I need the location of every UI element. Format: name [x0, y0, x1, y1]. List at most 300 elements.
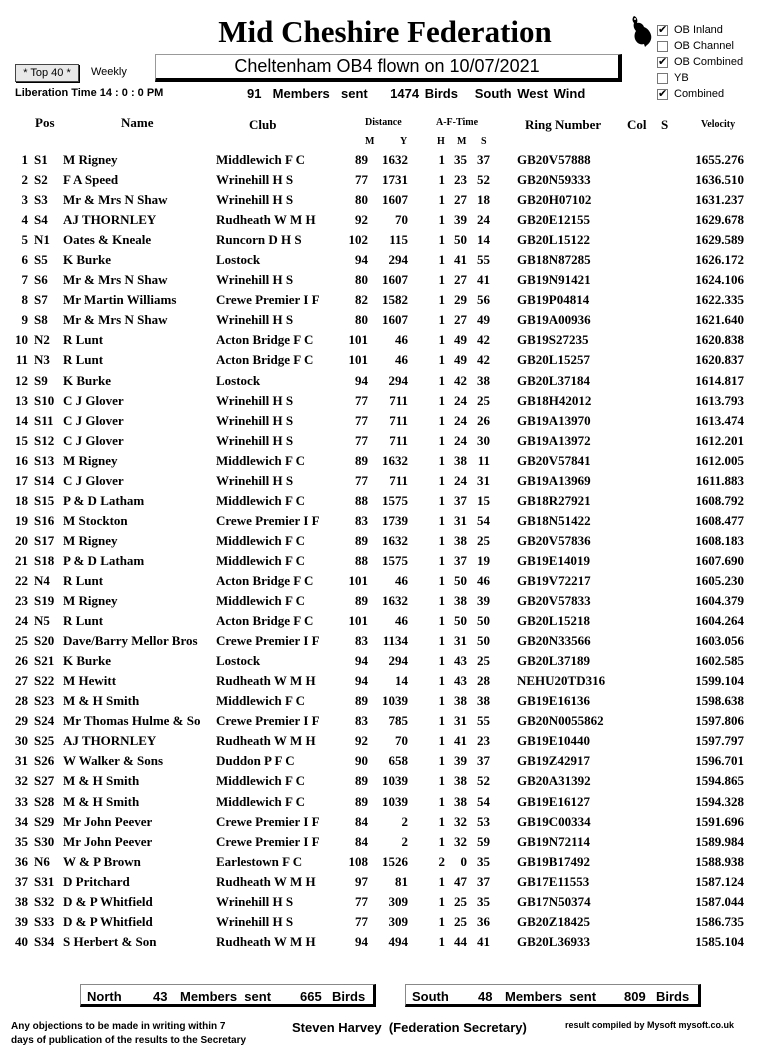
row-time-hours: 1: [438, 332, 445, 348]
checkbox-ob-inland[interactable]: [657, 25, 668, 36]
row-distance-yards: 711: [389, 432, 408, 448]
row-distance-miles: 89: [355, 593, 368, 609]
row-position: 3: [21, 192, 28, 208]
row-position: 21: [15, 552, 28, 568]
north-label: North: [87, 989, 122, 1004]
table-row: [0, 210, 771, 230]
row-distance-yards: 711: [389, 472, 408, 488]
row-club: Crewe Premier I F: [216, 713, 320, 729]
option-ob-combined[interactable]: [657, 54, 743, 70]
row-name: C J Glover: [63, 392, 124, 408]
row-position: 37: [15, 873, 28, 889]
row-time-hours: 1: [438, 693, 445, 709]
row-position: 17: [15, 472, 28, 488]
row-club: Middlewich F C: [216, 152, 306, 167]
row-time-minutes: 50: [454, 613, 467, 629]
row-time-minutes: 25: [454, 893, 467, 909]
row-ring-number: GB20L15257: [517, 352, 590, 368]
row-club: Crewe Premier I F: [216, 833, 320, 849]
row-time-hours: 2: [438, 853, 445, 869]
row-ring-number: GB19A13972: [517, 432, 591, 448]
option-combined[interactable]: [657, 86, 743, 102]
row-time-minutes: 39: [454, 753, 467, 769]
row-ring-number: GB19N72114: [517, 833, 590, 849]
row-name: Dave/Barry Mellor Bros: [63, 633, 198, 649]
row-time-seconds: 52: [477, 172, 490, 188]
race-options: [657, 22, 743, 102]
row-club: Crewe Premier I F: [216, 512, 320, 528]
table-row: [0, 651, 771, 671]
row-time-minutes: 50: [454, 232, 467, 248]
row-section: S32: [34, 893, 55, 909]
row-time-hours: 1: [438, 292, 445, 308]
row-time-minutes: 31: [454, 633, 467, 649]
row-distance-yards: 1632: [382, 593, 408, 609]
table-row: [0, 250, 771, 270]
col-header-seconds: S: [481, 136, 487, 147]
row-time-minutes: 29: [454, 292, 467, 308]
row-distance-miles: 94: [355, 252, 368, 268]
row-time-minutes: 38: [454, 532, 467, 548]
row-position: 33: [15, 793, 28, 809]
row-name: R Lunt: [63, 572, 104, 588]
row-section: S21: [34, 653, 55, 669]
row-distance-miles: 89: [355, 693, 368, 709]
row-time-seconds: 46: [477, 572, 490, 588]
row-distance-miles: 77: [355, 432, 368, 448]
row-section: N2: [34, 332, 50, 348]
row-time-seconds: 39: [477, 593, 490, 609]
row-ring-number: GB19A00936: [517, 312, 591, 328]
north-birds: 665: [300, 989, 322, 1004]
row-position: 7: [21, 272, 28, 288]
row-time-hours: 1: [438, 753, 445, 769]
row-time-hours: 1: [438, 833, 445, 849]
row-club: Acton Bridge F C: [216, 332, 314, 348]
row-time-hours: 1: [438, 633, 445, 649]
row-name: M Rigney: [63, 532, 118, 548]
row-section: S11: [34, 412, 54, 428]
row-club: Middlewich F C: [216, 492, 306, 508]
row-club: Crewe Premier I F: [216, 813, 320, 829]
table-row: [0, 411, 771, 431]
row-time-hours: 1: [438, 593, 445, 609]
row-distance-yards: 309: [388, 893, 408, 909]
row-time-minutes: 27: [454, 192, 467, 208]
north-birds-label: Birds: [332, 989, 366, 1004]
row-distance-miles: 80: [355, 312, 368, 328]
row-section: S28: [34, 793, 55, 809]
col-header-name: Name: [121, 115, 154, 130]
row-velocity: 1602.585: [695, 653, 744, 669]
row-ring-number: GB20L37189: [517, 653, 590, 669]
row-section: S29: [34, 813, 55, 829]
row-section: N4: [34, 572, 50, 588]
row-time-minutes: 49: [454, 332, 467, 348]
row-velocity: 1613.474: [695, 412, 744, 428]
row-velocity: 1598.638: [695, 693, 744, 709]
weekly-label: Weekly: [91, 66, 127, 78]
option-yb[interactable]: [657, 70, 743, 86]
row-time-minutes: 24: [454, 472, 467, 488]
row-time-hours: 1: [438, 432, 445, 448]
row-name: Mr John Peever: [63, 833, 153, 849]
table-row: [0, 691, 771, 711]
row-section: S17: [34, 532, 55, 548]
table-row: [0, 270, 771, 290]
row-time-seconds: 25: [477, 653, 490, 669]
row-time-seconds: 38: [477, 372, 490, 388]
row-name: Mr & Mrs N Shaw: [63, 272, 168, 288]
row-distance-miles: 108: [348, 853, 368, 869]
row-club: Acton Bridge F C: [216, 572, 314, 588]
row-ring-number: GB19E16136: [517, 693, 590, 709]
row-ring-number: GB18R27921: [517, 492, 591, 508]
row-ring-number: GB19P04814: [517, 292, 590, 308]
row-time-minutes: 41: [454, 733, 467, 749]
row-time-seconds: 35: [477, 893, 490, 909]
row-club: Middlewich F C: [216, 452, 306, 468]
col-header-distance: Distance: [365, 117, 402, 128]
col-header-dist-y: Y: [400, 136, 408, 147]
row-time-minutes: 38: [454, 793, 467, 809]
row-distance-yards: 81: [395, 873, 408, 889]
row-club: Runcorn D H S: [216, 232, 302, 248]
row-time-seconds: 55: [477, 252, 490, 268]
row-name: C J Glover: [63, 432, 124, 448]
row-velocity: 1622.335: [695, 292, 744, 308]
row-ring-number: GB20H07102: [517, 192, 592, 208]
row-section: S23: [34, 693, 55, 709]
row-position: 30: [15, 733, 28, 749]
table-row: [0, 371, 771, 391]
row-section: S13: [34, 452, 55, 468]
row-time-hours: 1: [438, 452, 445, 468]
row-name: M & H Smith: [63, 693, 140, 709]
row-name: D Pritchard: [63, 873, 130, 889]
row-position: 8: [21, 292, 28, 308]
row-name: M Rigney: [63, 593, 118, 609]
row-velocity: 1624.106: [695, 272, 744, 288]
checkbox-ob-channel[interactable]: [657, 41, 668, 52]
table-row: [0, 451, 771, 471]
secretary-name: Steven Harvey (Federation Secretary): [292, 1020, 527, 1035]
row-section: S5: [34, 252, 48, 268]
row-distance-yards: 1526: [382, 853, 408, 869]
row-distance-yards: 1632: [382, 452, 408, 468]
row-velocity: 1607.690: [695, 552, 744, 568]
row-distance-miles: 94: [355, 372, 368, 388]
row-name: W & P Brown: [63, 853, 141, 869]
row-time-seconds: 28: [477, 673, 490, 689]
row-time-hours: 1: [438, 212, 445, 228]
row-ring-number: GB19S27235: [517, 332, 589, 348]
south-birds: 809: [624, 989, 646, 1004]
row-name: K Burke: [63, 372, 112, 388]
row-distance-yards: 115: [389, 232, 408, 248]
row-velocity: 1599.104: [695, 673, 744, 689]
row-club: Acton Bridge F C: [216, 613, 314, 629]
row-time-seconds: 36: [477, 913, 490, 929]
row-ring-number: GB19A13970: [517, 412, 591, 428]
row-time-hours: 1: [438, 392, 445, 408]
row-time-hours: 1: [438, 412, 445, 428]
table-row: [0, 571, 771, 591]
row-name: Oates & Kneale: [63, 232, 152, 248]
row-ring-number: GB19Z42917: [517, 753, 590, 769]
row-name: S Herbert & Son: [63, 933, 157, 949]
north-members: 43: [153, 989, 168, 1004]
row-position: 23: [15, 593, 28, 609]
row-name: D & P Whitfield: [63, 893, 153, 909]
south-birds-label: Birds: [656, 989, 690, 1004]
row-position: 39: [15, 913, 28, 929]
option-ob-inland[interactable]: [657, 22, 743, 38]
row-time-minutes: 44: [454, 933, 467, 949]
checkbox-combined[interactable]: [657, 89, 668, 100]
row-name: Mr Martin Williams: [63, 292, 177, 308]
table-row: [0, 932, 771, 952]
table-row: [0, 792, 771, 812]
row-time-seconds: 52: [477, 773, 490, 789]
row-velocity: 1608.792: [695, 492, 744, 508]
row-time-seconds: 25: [477, 532, 490, 548]
row-distance-yards: 1607: [382, 192, 408, 208]
row-section: S15: [34, 492, 55, 508]
row-ring-number: GB20A31392: [517, 773, 591, 789]
south-members-label: Members sent: [505, 989, 597, 1004]
row-club: Wrinehill H S: [216, 272, 294, 288]
row-distance-miles: 94: [355, 653, 368, 669]
row-distance-miles: 77: [355, 913, 368, 929]
row-section: S6: [34, 272, 48, 288]
row-time-seconds: 30: [477, 432, 490, 448]
row-distance-yards: 294: [388, 252, 408, 268]
row-position: 36: [15, 853, 28, 869]
row-name: Mr Thomas Hulme & So: [63, 713, 201, 729]
row-section: N1: [34, 232, 50, 248]
row-club: Wrinehill H S: [216, 893, 294, 909]
row-name: F A Speed: [63, 172, 119, 188]
row-distance-miles: 101: [348, 613, 368, 629]
col-header-pos: Pos: [35, 115, 55, 130]
row-time-seconds: 53: [477, 813, 490, 829]
row-section: S34: [34, 933, 55, 949]
row-velocity: 1603.056: [695, 633, 744, 649]
page-title: Mid Cheshire Federation: [218, 14, 552, 49]
pigeon-logo-icon: [628, 14, 654, 48]
row-name: Mr & Mrs N Shaw: [63, 312, 168, 328]
row-position: 28: [15, 693, 28, 709]
table-row: [0, 330, 771, 350]
row-velocity: 1586.735: [695, 913, 744, 929]
col-header-club: Club: [249, 117, 277, 132]
row-time-hours: 1: [438, 472, 445, 488]
row-velocity: 1588.938: [695, 853, 744, 869]
row-distance-yards: 711: [389, 412, 408, 428]
row-name: K Burke: [63, 252, 112, 268]
col-header-minutes: M: [457, 136, 467, 147]
option-ob-channel[interactable]: [657, 38, 743, 54]
row-time-minutes: 49: [454, 352, 467, 368]
south-label: South: [412, 989, 449, 1004]
table-row: [0, 812, 771, 832]
col-header-aftime: A-F-Time: [436, 117, 479, 128]
table-row: [0, 150, 771, 170]
row-time-hours: 1: [438, 352, 445, 368]
row-time-hours: 1: [438, 172, 445, 188]
row-ring-number: GB17N50374: [517, 893, 591, 909]
row-time-minutes: 41: [454, 252, 467, 268]
row-position: 16: [15, 452, 28, 468]
row-velocity: 1612.201: [695, 432, 744, 448]
row-position: 13: [15, 392, 28, 408]
row-position: 15: [15, 432, 28, 448]
row-velocity: 1620.838: [695, 332, 744, 348]
row-time-hours: 1: [438, 933, 445, 949]
row-time-hours: 1: [438, 272, 445, 288]
row-velocity: 1597.797: [695, 733, 744, 749]
row-distance-yards: 309: [388, 913, 408, 929]
row-time-minutes: 38: [454, 693, 467, 709]
row-time-seconds: 54: [477, 793, 490, 809]
row-distance-miles: 83: [355, 713, 368, 729]
row-section: S12: [34, 432, 55, 448]
row-section: N5: [34, 613, 50, 629]
row-time-hours: 1: [438, 673, 445, 689]
row-ring-number: GB20L36933: [517, 933, 590, 949]
row-velocity: 1620.837: [695, 352, 744, 368]
row-time-minutes: 38: [454, 773, 467, 789]
table-row: [0, 551, 771, 571]
row-ring-number: GB20V57833: [517, 593, 591, 609]
south-summary: [405, 984, 701, 1007]
top40-badge: * Top 40 *: [15, 64, 79, 82]
row-distance-miles: 88: [355, 492, 368, 508]
row-distance-miles: 84: [355, 813, 368, 829]
row-name: C J Glover: [63, 412, 124, 428]
row-time-seconds: 59: [477, 833, 490, 849]
row-position: 4: [21, 212, 28, 228]
col-header-velocity: Velocity: [701, 119, 736, 130]
row-name: P & D Latham: [63, 552, 145, 568]
table-row: [0, 491, 771, 511]
row-position: 10: [15, 332, 28, 348]
row-time-minutes: 37: [454, 552, 467, 568]
row-position: 2: [21, 172, 28, 188]
row-ring-number: GB19E16127: [517, 793, 590, 809]
checkbox-ob-combined[interactable]: [657, 57, 668, 68]
row-position: 22: [15, 572, 28, 588]
row-section: S31: [34, 873, 55, 889]
row-distance-yards: 46: [395, 572, 408, 588]
col-header-col: Col: [627, 117, 647, 132]
row-club: Earlestown F C: [216, 853, 303, 869]
row-time-minutes: 43: [454, 673, 467, 689]
row-position: 12: [15, 372, 28, 388]
objections-notice: [11, 1020, 246, 1048]
row-time-hours: 1: [438, 372, 445, 388]
row-section: S9: [34, 372, 48, 388]
row-time-hours: 1: [438, 653, 445, 669]
row-distance-yards: 1632: [382, 152, 408, 167]
row-ring-number: GB20L15122: [517, 232, 590, 248]
row-distance-yards: 711: [389, 392, 408, 408]
row-club: Rudheath W M H: [216, 733, 316, 749]
row-section: S3: [34, 192, 48, 208]
row-name: R Lunt: [63, 613, 104, 629]
row-name: AJ THORNLEY: [63, 212, 157, 228]
row-position: 6: [21, 252, 28, 268]
row-time-minutes: 24: [454, 432, 467, 448]
table-row: [0, 711, 771, 731]
row-velocity: 1608.183: [695, 532, 744, 548]
objections-line: Any objections to be made in writing within 7: [11, 1021, 226, 1032]
row-time-seconds: 42: [477, 332, 490, 348]
row-time-seconds: 19: [477, 552, 490, 568]
row-time-hours: 1: [438, 552, 445, 568]
row-club: Wrinehill H S: [216, 472, 294, 488]
row-ring-number: GB20Z18425: [517, 913, 590, 929]
table-row: [0, 531, 771, 551]
checkbox-yb[interactable]: [657, 73, 668, 84]
row-time-hours: 1: [438, 532, 445, 548]
row-distance-yards: 46: [395, 613, 408, 629]
row-position: 27: [15, 673, 28, 689]
row-time-seconds: 55: [477, 713, 490, 729]
row-distance-miles: 77: [355, 893, 368, 909]
row-time-hours: 1: [438, 312, 445, 328]
row-time-hours: 1: [438, 492, 445, 508]
row-time-minutes: 38: [454, 593, 467, 609]
row-distance-yards: 1039: [382, 693, 408, 709]
row-time-minutes: 24: [454, 392, 467, 408]
row-distance-miles: 88: [355, 552, 368, 568]
row-time-minutes: 32: [454, 813, 467, 829]
liberation-time: Liberation Time 14 : 0 : 0 PM: [15, 87, 164, 99]
north-members-label: Members sent: [180, 989, 272, 1004]
row-name: P & D Latham: [63, 492, 145, 508]
row-ring-number: GB18N51422: [517, 512, 591, 528]
row-distance-yards: 294: [388, 372, 408, 388]
col-header-ring: Ring Number: [525, 117, 602, 132]
row-position: 20: [15, 532, 28, 548]
row-time-hours: 1: [438, 733, 445, 749]
row-section: S18: [34, 552, 55, 568]
row-time-seconds: 49: [477, 312, 490, 328]
row-distance-miles: 101: [348, 572, 368, 588]
row-velocity: 1604.264: [695, 613, 744, 629]
row-time-minutes: 31: [454, 512, 467, 528]
row-ring-number: GB20L15218: [517, 613, 590, 629]
race-title: Cheltenham OB4 flown on 10/07/2021: [155, 54, 622, 82]
row-position: 5: [21, 232, 28, 248]
row-position: 9: [21, 312, 28, 328]
table-row: [0, 391, 771, 411]
option-label: OB Inland: [674, 24, 723, 36]
row-club: Duddon P F C: [216, 753, 295, 769]
row-club: Crewe Premier I F: [216, 633, 320, 649]
row-velocity: 1608.477: [695, 512, 744, 528]
row-name: M & H Smith: [63, 793, 140, 809]
row-time-minutes: 32: [454, 833, 467, 849]
row-section: S30: [34, 833, 55, 849]
row-section: S10: [34, 392, 55, 408]
row-time-hours: 1: [438, 773, 445, 789]
table-row: [0, 611, 771, 631]
row-time-minutes: 43: [454, 653, 467, 669]
row-velocity: 1626.172: [695, 252, 744, 268]
